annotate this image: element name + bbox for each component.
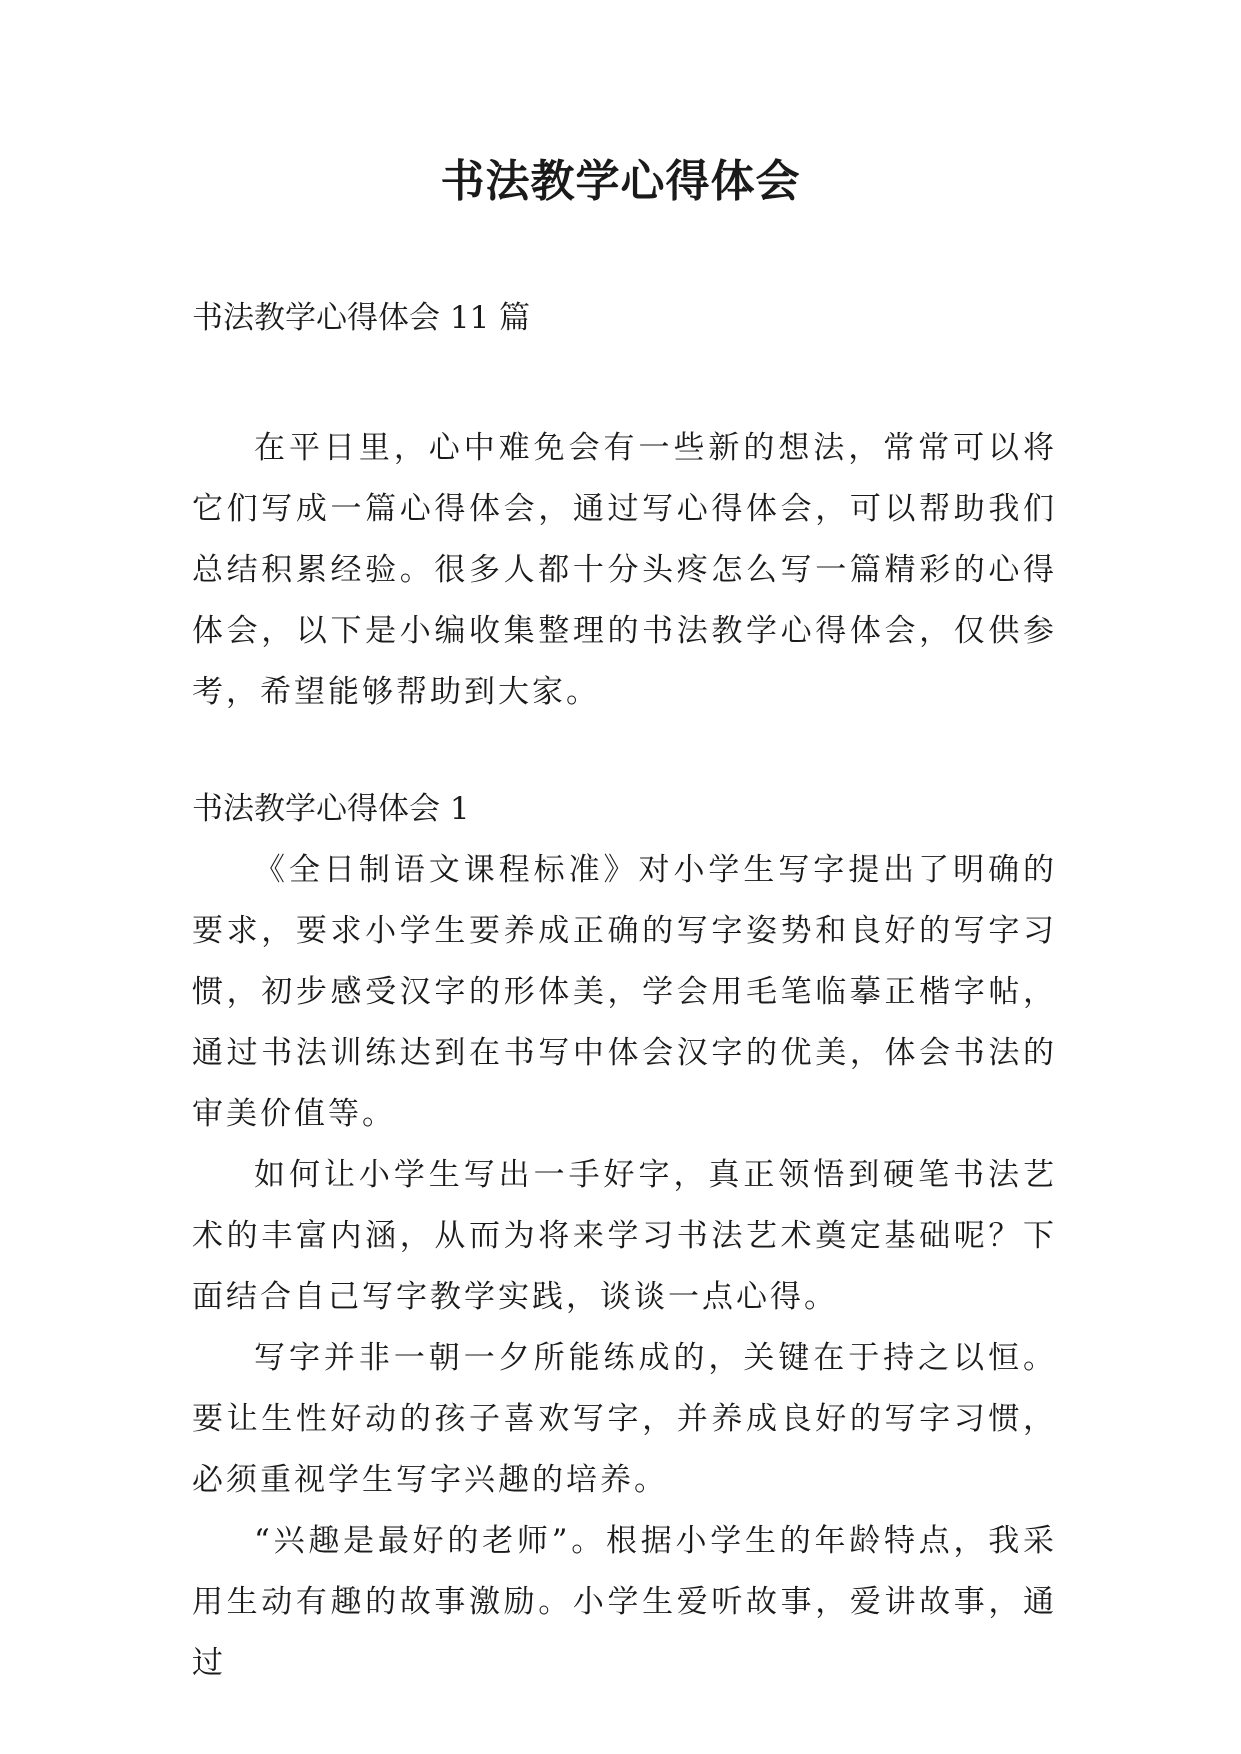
document-title: 书法教学心得体会 (440, 156, 801, 207)
document-subtitle: 书法教学心得体会 11 篇 (192, 300, 531, 336)
intro-paragraph: 在平日里，心中难免会有一些新的想法，常常可以将它们写成一篇心得体会，通过写心得体会，可以帮助我们总结积累经验。很多人都十分头疼怎么写一篇精彩的心得体会，以下是小编收集整理的书法教学心得体会，仅供参考，希望能够帮助到大家。 (192, 430, 1057, 710)
body-paragraph: “兴趣是最好的老师”。根据小学生的年龄特点，我采用生动有趣的故事激励。小学生爱听故事，爱讲故事，通过 (192, 1523, 1057, 1681)
body-paragraph: 写字并非一朝一夕所能练成的，关键在于持之以恒。要让生性好动的孩子喜欢写字，并养成良好的写字习惯，必须重视学生写字兴趣的培养。 (192, 1340, 1057, 1498)
section-heading: 书法教学心得体会 1 (192, 791, 470, 827)
body-paragraph: 如何让小学生写出一手好字，真正领悟到硬笔书法艺术的丰富内涵，从而为将来学习书法艺术奠定基础呢？下面结合自己写字教学实践，谈谈一点心得。 (192, 1157, 1057, 1315)
spacer (192, 349, 1057, 418)
document-body (192, 288, 1057, 1694)
body-paragraph: 《全日制语文课程标准》对小学生写字提出了明确的要求，要求小学生要养成正确的写字姿势和良好的写字习惯，初步感受汉字的形体美，学会用毛笔临摹正楷字帖，通过书法训练达到在书写中体会汉字的优美，体会书法的审美价值等。 (192, 852, 1057, 1132)
spacer (192, 723, 1057, 779)
